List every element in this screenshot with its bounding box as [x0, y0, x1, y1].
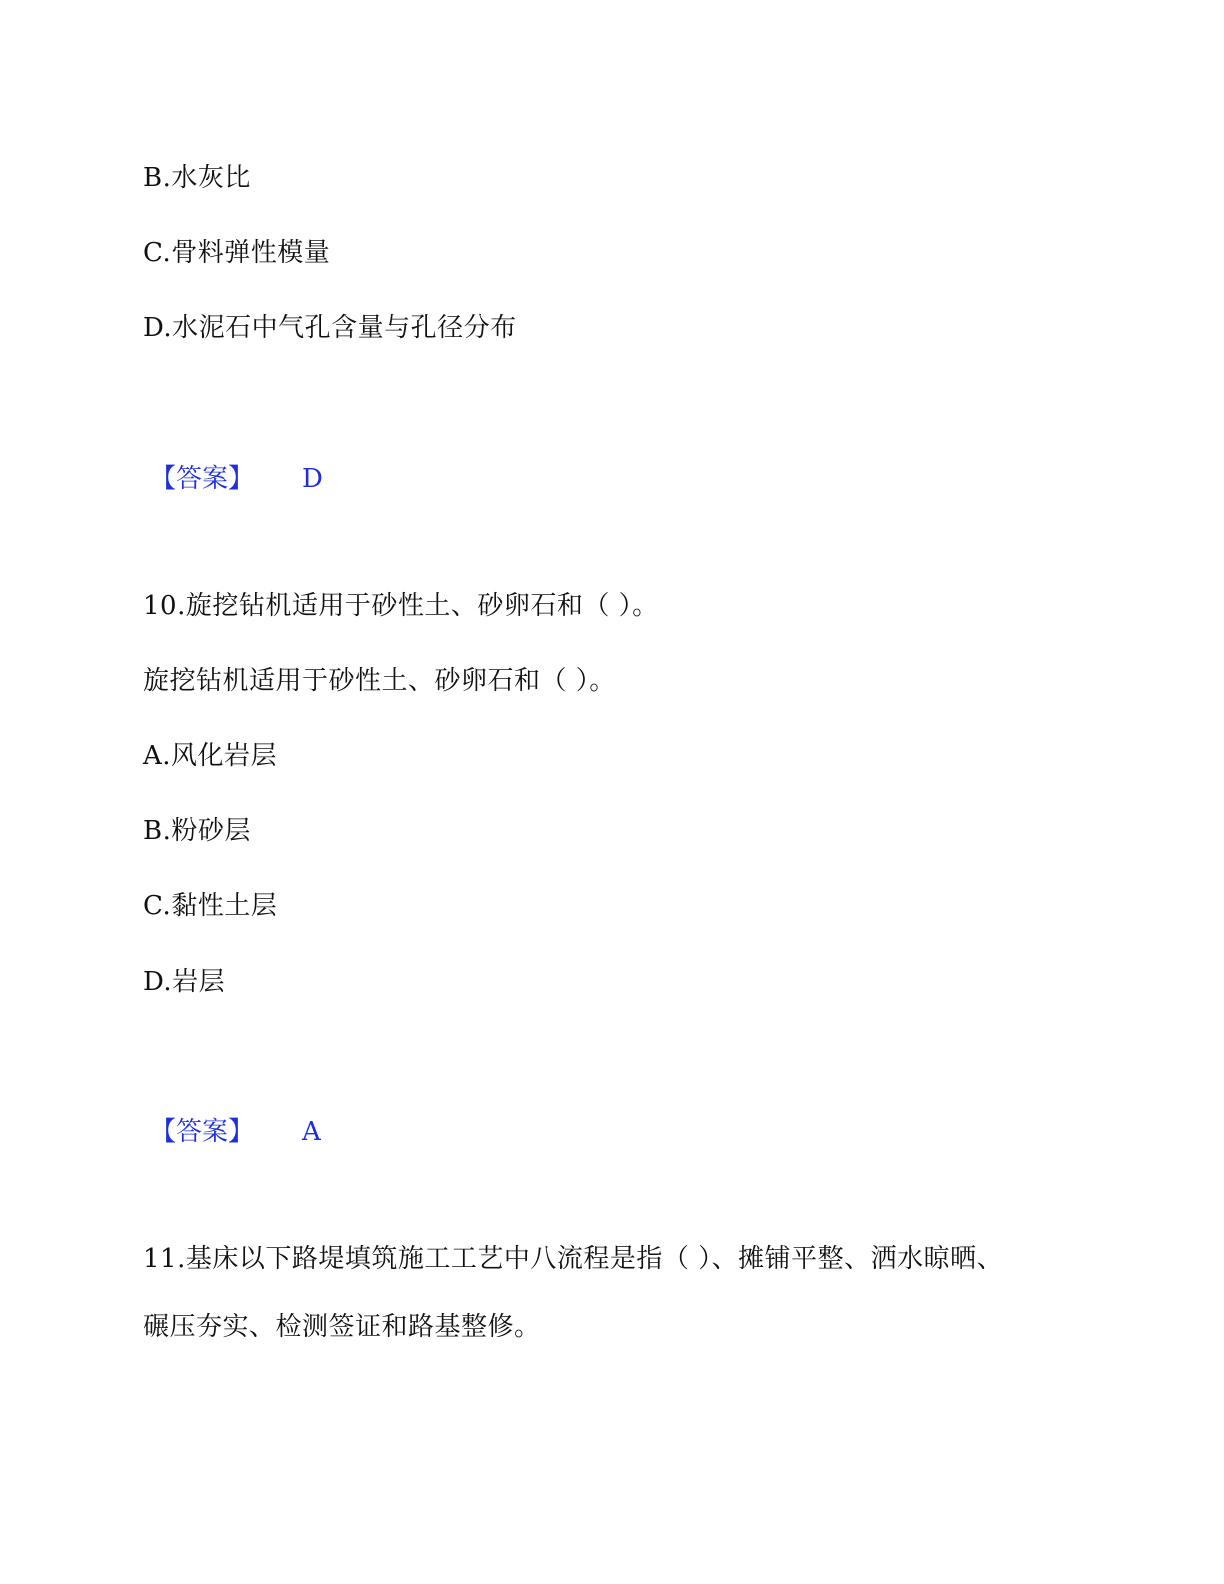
q10-answer [150, 1116, 321, 1148]
answer-value: A [302, 1117, 321, 1147]
q10-option-b: B.粉砂层 [143, 816, 251, 846]
q9-option-d: D.水泥石中气孔含量与孔径分布 [143, 313, 517, 343]
q11-title-line1: 11.基床以下路堤填筑施工工艺中八流程是指（ ）、摊铺平整、洒水晾晒、 [143, 1244, 1004, 1274]
q10-option-d: D.岩层 [143, 967, 226, 997]
answer-label: 【答案】 [150, 1117, 255, 1147]
answer-value: D [302, 464, 323, 494]
answer-label: 【答案】 [150, 464, 255, 494]
q9-option-c: C.骨料弹性模量 [143, 238, 331, 268]
q11-title-line2: 碾压夯实、检测签证和路基整修。 [143, 1312, 541, 1342]
q9-answer [150, 463, 323, 495]
q10-title: 10.旋挖钻机适用于砂性土、砂卵石和（ ）。 [143, 591, 659, 621]
q9-option-b: B.水灰比 [143, 163, 251, 193]
q10-stem: 旋挖钻机适用于砂性土、砂卵石和（ ）。 [143, 666, 616, 696]
q10-option-a: A.风化岩层 [143, 741, 278, 771]
q10-option-c: C.黏性土层 [143, 891, 278, 921]
